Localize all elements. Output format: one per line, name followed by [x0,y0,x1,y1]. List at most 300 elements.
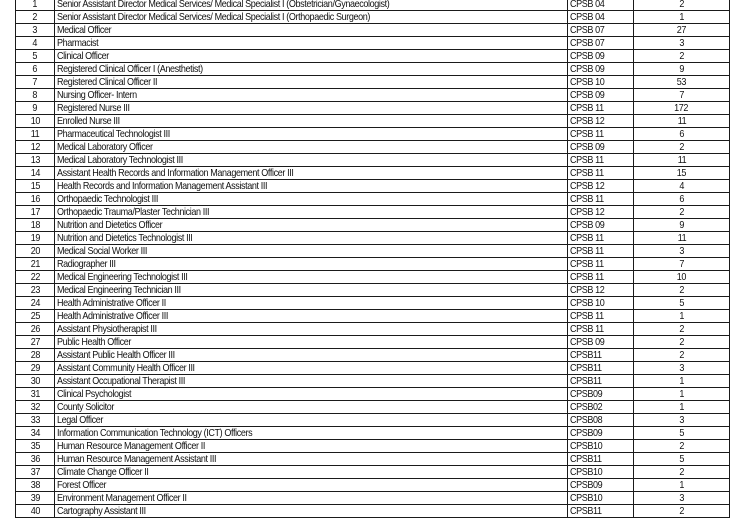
table-row [16,258,730,271]
job-grade-cell [568,284,634,297]
post-title-cell [55,466,568,479]
row-number-cell [16,466,55,479]
post-title-text: County Solicitor [57,401,115,413]
post-title-cell [55,115,568,128]
job-grade-cell [568,297,634,310]
job-grade-cell [568,271,634,284]
post-count-text: 2 [679,323,684,335]
job-grade-text: CPSB 10 [570,76,605,88]
post-title-cell [55,440,568,453]
post-count-text: 2 [679,349,684,361]
job-grade-text: CPSB02 [570,401,603,413]
job-grade-cell [568,219,634,232]
post-count-text: 4 [679,180,684,192]
post-count-text: 2 [679,336,684,348]
table-row [16,154,730,167]
job-grade-text: CPSB09 [570,427,603,439]
post-title-cell [55,258,568,271]
job-grade-text: CPSB11 [570,362,602,374]
job-grade-text: CPSB 10 [570,297,605,309]
job-grade-cell [568,232,634,245]
post-count-cell [634,128,730,141]
job-grade-text: CPSB 09 [570,141,605,153]
post-title-cell [55,297,568,310]
row-number-text: 23 [30,284,40,296]
row-number-text: 40 [30,505,40,517]
job-grade-cell [568,414,634,427]
post-count-text: 2 [679,50,684,62]
job-grade-cell [568,37,634,50]
row-number-cell [16,154,55,167]
post-title-text: Medical Engineering Technician III [57,284,181,296]
job-grade-cell [568,245,634,258]
post-title-cell [55,349,568,362]
job-grade-text: CPSB 11 [570,128,604,140]
post-count-text: 1 [679,388,684,400]
table-row [16,492,730,505]
post-count-cell [634,115,730,128]
post-count-text: 3 [679,414,684,426]
job-grade-cell [568,128,634,141]
table-row [16,336,730,349]
post-title-text: Climate Change Officer II [57,466,149,478]
job-grade-cell [568,63,634,76]
row-number-cell [16,50,55,63]
job-grade-cell [568,76,634,89]
post-count-cell [634,141,730,154]
row-number-cell [16,193,55,206]
table-row [16,76,730,89]
post-title-cell [55,414,568,427]
post-count-cell [634,154,730,167]
row-number-text: 15 [30,180,40,192]
post-count-text: 7 [679,89,684,101]
row-number-cell [16,206,55,219]
post-count-cell [634,375,730,388]
post-title-text: Assistant Physiotherapist III [57,323,157,335]
row-number-cell [16,284,55,297]
post-count-text: 1 [679,401,684,413]
row-number-text: 31 [30,388,40,400]
post-count-cell [634,50,730,63]
job-grade-cell [568,453,634,466]
row-number-text: 22 [30,271,40,283]
post-count-cell [634,466,730,479]
row-number-cell [16,115,55,128]
post-count-cell [634,336,730,349]
table-row [16,362,730,375]
post-count-cell [634,440,730,453]
row-number-cell [16,440,55,453]
job-grade-text: CPSB10 [570,466,603,478]
table-row [16,427,730,440]
job-grade-cell [568,440,634,453]
post-title-text: Nutrition and Dietetics Officer [57,219,163,231]
table-row [16,141,730,154]
post-count-text: 5 [679,453,684,465]
post-title-cell [55,128,568,141]
row-number-text: 7 [32,76,38,88]
post-count-text: 1 [679,479,684,491]
job-grade-text: CPSB 07 [570,24,605,36]
post-count-cell [634,427,730,440]
job-grade-text: CPSB 11 [570,245,604,257]
job-grade-text: CPSB 11 [570,167,604,179]
post-title-text: Legal Officer [57,414,104,426]
post-title-cell [55,479,568,492]
row-number-text: 39 [30,492,40,504]
row-number-text: 3 [32,24,38,36]
job-grade-text: CPSB 11 [570,258,604,270]
table-row [16,414,730,427]
post-title-cell [55,232,568,245]
post-count-text: 2 [679,141,684,153]
row-number-cell [16,388,55,401]
post-count-cell [634,63,730,76]
post-title-cell [55,206,568,219]
job-grade-text: CPSB 09 [570,336,605,348]
table-row [16,128,730,141]
job-grade-cell [568,479,634,492]
table-row [16,323,730,336]
job-grade-cell [568,362,634,375]
post-count-cell [634,388,730,401]
post-count-cell [634,89,730,102]
table-row [16,271,730,284]
post-title-text: Nutrition and Dietetics Technologist III [57,232,193,244]
post-count-text: 27 [676,24,687,36]
post-title-cell [55,492,568,505]
table-row [16,193,730,206]
row-number-cell [16,492,55,505]
job-grade-text: CPSB 11 [570,323,604,335]
post-title-text: Human Resource Management Officer II [57,440,206,452]
job-grade-text: CPSB 11 [570,232,604,244]
post-count-text: 10 [676,271,687,283]
post-count-cell [634,24,730,37]
post-count-cell [634,11,730,24]
post-count-cell [634,206,730,219]
post-title-text: Cartography Assistant III [57,505,146,517]
post-count-cell [634,271,730,284]
post-title-cell [55,154,568,167]
post-title-text: Assistant Health Records and Information Management Officer III [57,167,294,179]
post-count-cell [634,258,730,271]
row-number-text: 6 [32,63,38,75]
row-number-text: 10 [30,115,40,127]
post-title-text: Orthopaedic Trauma/Plaster Technician III [57,206,210,218]
table-row [16,11,730,24]
table-row [16,388,730,401]
post-count-text: 5 [679,297,684,309]
post-count-cell [634,492,730,505]
post-title-text: Public Health Officer [57,336,132,348]
job-grade-cell [568,388,634,401]
job-grade-text: CPSB 11 [570,154,604,166]
post-title-text: Assistant Public Health Officer III [57,349,175,361]
job-grade-cell [568,206,634,219]
post-count-cell [634,349,730,362]
job-grade-cell [568,115,634,128]
job-grade-text: CPSB 11 [570,310,604,322]
row-number-cell [16,414,55,427]
post-title-cell [55,11,568,24]
post-count-text: 2 [679,466,684,478]
table-row [16,453,730,466]
post-title-cell [55,0,568,11]
post-title-cell [55,362,568,375]
row-number-cell [16,128,55,141]
job-grade-text: CPSB10 [570,440,603,452]
post-count-cell [634,401,730,414]
row-number-cell [16,180,55,193]
row-number-cell [16,24,55,37]
job-grade-cell [568,349,634,362]
post-title-cell [55,427,568,440]
row-number-text: 29 [30,362,40,374]
table-row [16,284,730,297]
table-row [16,50,730,63]
job-grade-text: CPSB08 [570,414,603,426]
row-number-text: 2 [32,11,38,23]
post-count-cell [634,167,730,180]
post-title-text: Health Administrative Officer II [57,297,166,309]
row-number-text: 38 [30,479,40,491]
row-number-text: 12 [30,141,40,153]
post-title-text: Medical Social Worker III [57,245,148,257]
post-title-cell [55,102,568,115]
post-title-cell [55,284,568,297]
post-title-text: Medical Officer [57,24,112,36]
job-grade-text: CPSB 07 [570,37,605,49]
post-title-text: Medical Laboratory Technologist III [57,154,183,166]
job-grade-text: CPSB 11 [570,102,604,114]
table-row [16,24,730,37]
job-grade-text: CPSB09 [570,479,603,491]
post-title-text: Clinical Officer [57,50,109,62]
table-row [16,401,730,414]
row-number-text: 18 [30,219,40,231]
post-title-text: Senior Assistant Director Medical Services/ Medical Specialist I (Obstetrician/Gynaecologist) [57,0,390,10]
row-number-cell [16,297,55,310]
post-count-text: 6 [679,193,684,205]
post-title-cell [55,453,568,466]
row-number-cell [16,11,55,24]
row-number-text: 5 [32,50,38,62]
row-number-text: 17 [30,206,40,218]
job-grade-text: CPSB 09 [570,63,605,75]
post-count-text: 1 [679,375,684,387]
row-number-cell [16,245,55,258]
job-grade-cell [568,323,634,336]
table-row [16,63,730,76]
row-number-text: 11 [30,128,40,140]
job-grade-cell [568,401,634,414]
post-title-text: Orthopaedic Technologist III [57,193,158,205]
row-number-cell [16,0,55,11]
post-title-text: Enrolled Nurse III [57,115,120,127]
row-number-text: 32 [30,401,40,413]
row-number-text: 28 [30,349,40,361]
row-number-cell [16,453,55,466]
post-count-cell [634,219,730,232]
post-title-cell [55,401,568,414]
table-row [16,115,730,128]
post-title-cell [55,37,568,50]
post-count-text: 11 [677,115,686,127]
row-number-text: 8 [32,89,38,101]
row-number-text: 1 [32,0,38,10]
post-count-text: 2 [679,284,684,296]
post-count-cell [634,193,730,206]
table-row [16,245,730,258]
table-row [16,310,730,323]
row-number-cell [16,89,55,102]
post-count-text: 2 [679,440,684,452]
row-number-cell [16,219,55,232]
post-count-text: 3 [679,492,684,504]
row-number-cell [16,167,55,180]
post-title-text: Medical Laboratory Officer [57,141,153,153]
row-number-cell [16,401,55,414]
post-title-text: Health Records and Information Management Assistant III [57,180,268,192]
job-grade-text: CPSB 09 [570,50,605,62]
post-count-cell [634,479,730,492]
job-grade-text: CPSB 09 [570,219,605,231]
post-title-cell [55,180,568,193]
row-number-text: 37 [30,466,40,478]
row-number-cell [16,479,55,492]
job-grade-cell [568,466,634,479]
row-number-text: 13 [30,154,40,166]
post-title-text: Radiographer III [57,258,116,270]
table-row [16,232,730,245]
job-grade-cell [568,141,634,154]
row-number-text: 26 [30,323,40,335]
job-grade-cell [568,11,634,24]
post-count-text: 5 [679,427,684,439]
post-count-cell [634,362,730,375]
job-grade-cell [568,375,634,388]
post-count-cell [634,102,730,115]
row-number-cell [16,323,55,336]
table-row [16,0,730,11]
post-title-cell [55,271,568,284]
post-title-text: Human Resource Management Assistant III [57,453,217,465]
post-title-cell [55,336,568,349]
table-row [16,349,730,362]
post-title-text: Nursing Officer- Intern [57,89,137,101]
post-title-cell [55,89,568,102]
row-number-cell [16,102,55,115]
row-number-text: 35 [30,440,40,452]
post-title-text: Assistant Occupational Therapist III [57,375,185,387]
post-title-text: Assistant Community Health Officer III [57,362,195,374]
row-number-cell [16,362,55,375]
post-count-cell [634,310,730,323]
post-count-cell [634,284,730,297]
post-count-cell [634,245,730,258]
post-count-text: 2 [679,0,684,10]
row-number-cell [16,141,55,154]
post-count-text: 1 [679,310,684,322]
post-count-cell [634,37,730,50]
job-grade-cell [568,427,634,440]
row-number-text: 34 [30,427,40,439]
table-row [16,297,730,310]
post-count-text: 7 [679,258,684,270]
post-count-cell [634,323,730,336]
vacancies-table-body [16,0,730,518]
post-title-cell [55,193,568,206]
post-count-text: 1 [679,11,684,23]
post-title-text: Registered Clinical Officer II [57,76,158,88]
post-count-cell [634,232,730,245]
job-grade-text: CPSB 12 [570,284,605,296]
post-title-cell [55,50,568,63]
table-row [16,375,730,388]
row-number-cell [16,310,55,323]
table-row [16,440,730,453]
row-number-text: 21 [30,258,40,270]
post-title-text: Information Communication Technology (ICT) Officers [57,427,253,439]
post-title-cell [55,141,568,154]
job-grade-cell [568,258,634,271]
post-title-text: Registered Clinical Officer I (Anesthetist) [57,63,203,75]
job-grade-text: CPSB11 [570,505,602,517]
job-grade-cell [568,492,634,505]
job-grade-text: CPSB 04 [570,0,605,10]
post-title-cell [55,245,568,258]
row-number-cell [16,63,55,76]
job-grade-cell [568,193,634,206]
job-grade-text: CPSB 12 [570,206,605,218]
table-row [16,102,730,115]
row-number-text: 36 [30,453,40,465]
row-number-cell [16,349,55,362]
table-row [16,219,730,232]
post-count-text: 3 [679,362,684,374]
table-row [16,206,730,219]
row-number-cell [16,375,55,388]
job-grade-cell [568,167,634,180]
job-grade-cell [568,310,634,323]
job-grade-cell [568,102,634,115]
row-number-cell [16,232,55,245]
post-count-text: 9 [679,63,684,75]
post-count-text: 15 [676,167,687,179]
post-count-text: 53 [676,76,687,88]
row-number-text: 19 [30,232,40,244]
post-title-cell [55,167,568,180]
post-count-cell [634,453,730,466]
row-number-text: 30 [30,375,40,387]
post-title-cell [55,24,568,37]
post-title-cell [55,219,568,232]
row-number-cell [16,336,55,349]
job-grade-text: CPSB10 [570,492,603,504]
job-grade-text: CPSB 09 [570,89,605,101]
post-title-cell [55,323,568,336]
job-grade-text: CPSB11 [570,375,602,387]
row-number-text: 24 [30,297,40,309]
job-grade-cell [568,180,634,193]
post-title-text: Clinical Psychologist [57,388,132,400]
post-title-cell [55,63,568,76]
post-count-cell [634,414,730,427]
job-grade-text: CPSB 12 [570,115,605,127]
job-grade-text: CPSB 11 [570,271,604,283]
